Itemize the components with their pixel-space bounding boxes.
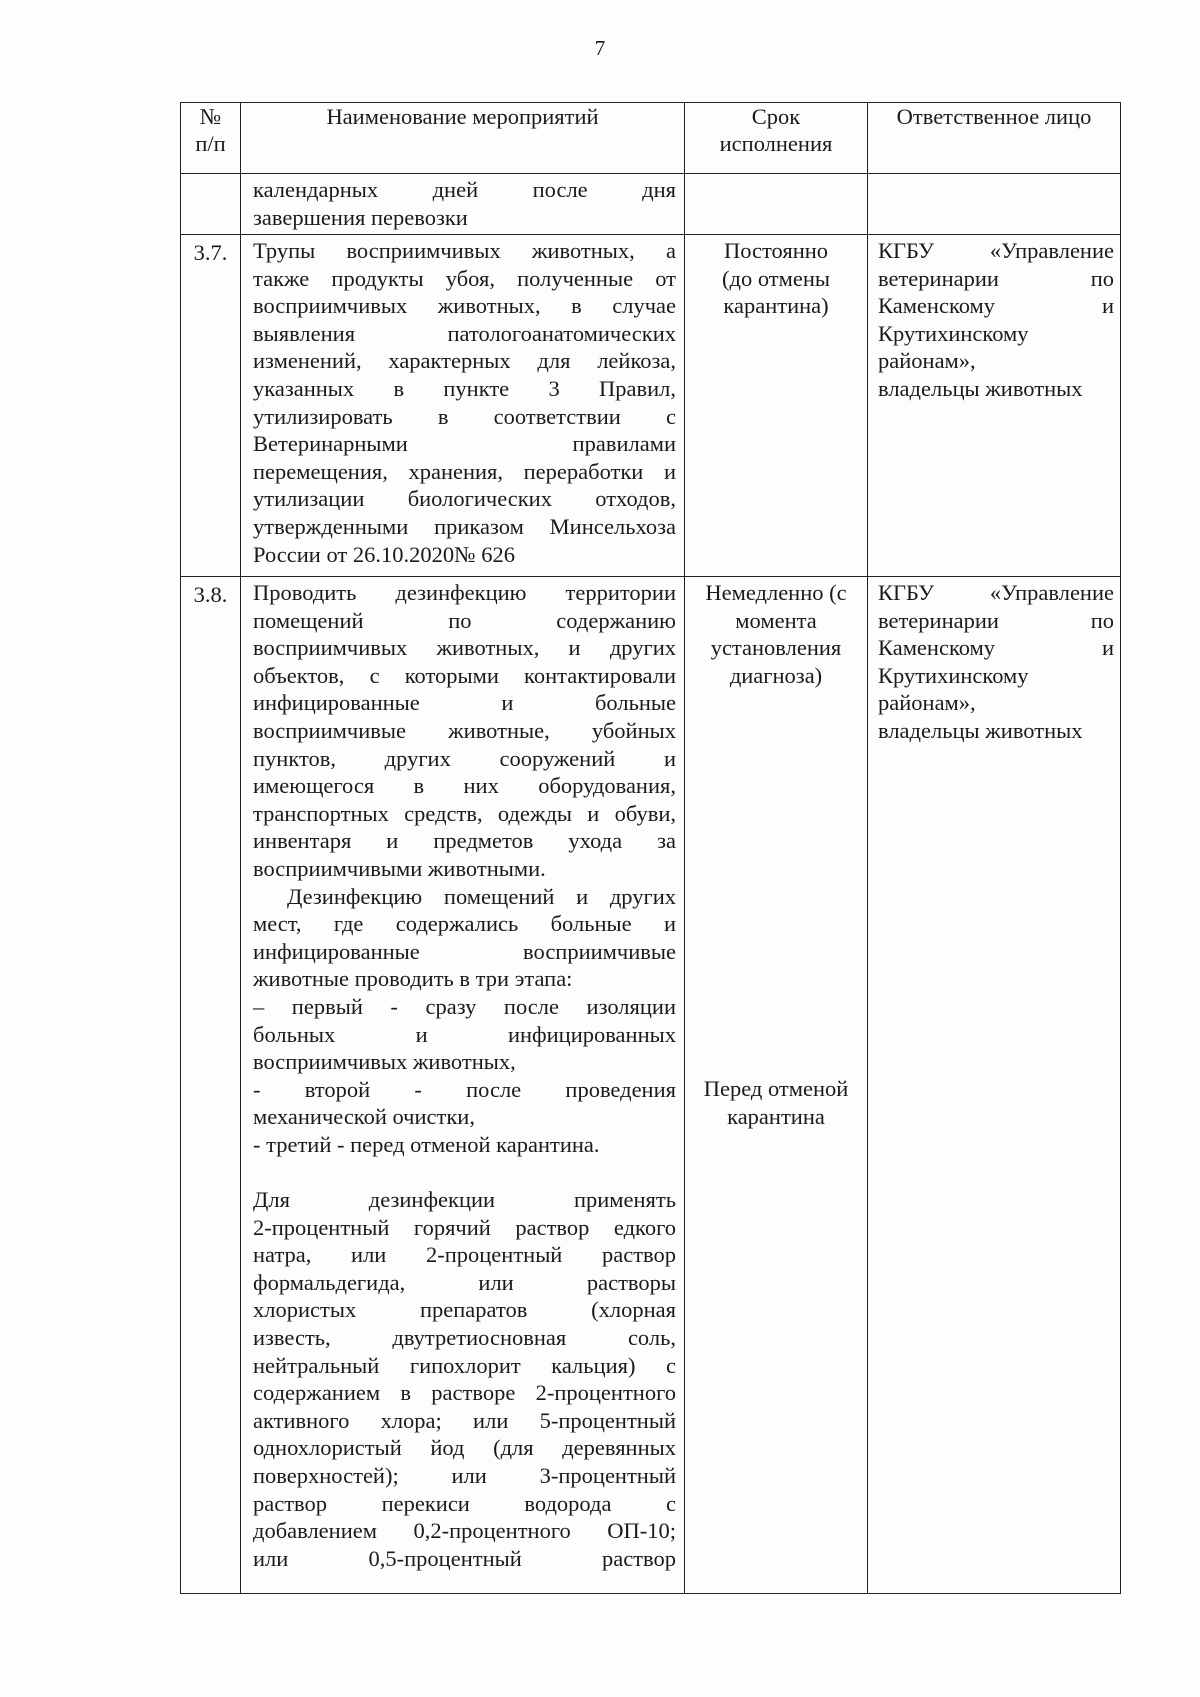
text-line: изменений, характерных для лейкоза,: [253, 348, 676, 374]
table-row-3-8: [181, 577, 1121, 1594]
text-line: раствор перекиси водорода с: [253, 1490, 676, 1516]
text-line: районам»,: [878, 690, 976, 716]
text-line: также продукты убоя, полученные от: [253, 265, 676, 291]
text-line: содержанием в растворе 2-процентного: [253, 1380, 676, 1406]
text-line: Каменскому и: [878, 635, 1114, 661]
deadline-spacer: [691, 689, 861, 1075]
text-line: установления: [710, 635, 842, 661]
header-measure-name: Наименование мероприятий: [241, 103, 685, 174]
table-row-continuation: [181, 174, 1121, 235]
cell-measure-name: [241, 174, 685, 235]
text-line: Немедленно (с: [705, 580, 847, 605]
text-line: момента: [735, 607, 817, 633]
page-number: 7: [594, 36, 606, 60]
cell-number: [181, 174, 241, 235]
text-line: или 0,5-процентный раствор: [253, 1545, 676, 1571]
text-line: завершения перевозки: [253, 204, 468, 230]
cell-responsible: [868, 577, 1121, 1594]
text-line: районам»,: [878, 348, 976, 374]
text-line: пунктов, других сооружений и: [253, 745, 676, 771]
text-line: Перед отменой: [703, 1076, 849, 1102]
header-deadline: [685, 103, 868, 174]
text-line: транспортных средств, одежды и обуви,: [253, 800, 676, 826]
text-line: формальдегида, или растворы: [253, 1269, 676, 1295]
text-line: объектов, с которыми контактировали: [253, 662, 676, 688]
header-number-sign: №: [199, 104, 222, 129]
header-deadline-line2: исполнения: [719, 131, 833, 156]
text-line: карантина): [723, 293, 829, 319]
text-line: 2-процентный горячий раствор едкого: [253, 1214, 676, 1240]
header-number-abbr: п/п: [195, 131, 226, 156]
text-line: - второй - после проведения: [253, 1076, 676, 1102]
text-line: Крутихинскому: [878, 662, 1029, 688]
cell-responsible: [868, 174, 1121, 235]
cell-number: 3.7.: [181, 235, 241, 577]
text-line: (до отмены: [722, 265, 830, 291]
text-line: КГБУ «Управление: [878, 580, 1114, 605]
text-line: ветеринарии по: [878, 265, 1114, 291]
text-line: Проводить дезинфекцию территории: [253, 580, 676, 605]
cell-measure-name: [241, 235, 685, 577]
text-line: владельцы животных: [878, 717, 1083, 743]
text-line: имеющегося в них оборудования,: [253, 773, 676, 799]
text-line: больных и инфицированных: [253, 1021, 676, 1047]
text-line: восприимчивых животных, и других: [253, 635, 676, 661]
header-deadline-line1: Срок: [751, 104, 801, 129]
cell-measure-name: [241, 577, 685, 1594]
text-line: инвентаря и предметов ухода за: [253, 828, 676, 854]
text-line: Трупы восприимчивых животных, а: [253, 238, 676, 263]
header-responsible: Ответственное лицо: [868, 103, 1121, 174]
text-line: мест, где содержались больные и: [253, 911, 676, 937]
text-line: Для дезинфекции применять: [253, 1187, 676, 1213]
text-line: инфицированные восприимчивые: [253, 938, 676, 964]
text-line: животные проводить в три этапа:: [253, 966, 573, 992]
text-line: перемещения, хранения, переработки и: [253, 458, 676, 484]
text-line: восприимчивых животных,: [253, 1049, 516, 1075]
cell-deadline: [685, 577, 868, 1594]
text-line: Постоянно: [723, 238, 829, 263]
text-line: КГБУ «Управление: [878, 238, 1114, 263]
text-line: активного хлора; или 5-процентный: [253, 1407, 676, 1433]
text-line: нейтральный гипохлорит кальция) с: [253, 1352, 676, 1378]
text-line: помещений по содержанию: [253, 607, 676, 633]
text-line: утилизации биологических отходов,: [253, 486, 676, 512]
cell-responsible: [868, 235, 1121, 577]
text-line: механической очистки,: [253, 1104, 475, 1130]
text-line: - третий - перед отменой карантина.: [253, 1131, 600, 1157]
text-line: натра, или 2-процентный раствор: [253, 1242, 676, 1268]
table-row-3-7: [181, 235, 1121, 577]
text-line: Ветеринарными правилами: [253, 431, 676, 457]
text-line: календарных дней после дня: [253, 177, 676, 202]
cell-deadline: [685, 174, 868, 235]
text-line: России от 26.10.2020№ 626: [253, 541, 515, 567]
text-line: утвержденными приказом Минсельхоза: [253, 513, 676, 539]
text-line: однохлористый йод (для деревянных: [253, 1435, 676, 1461]
text-line: поверхностей); или 3-процентный: [253, 1463, 676, 1488]
text-line: восприимчивых животных, в случае: [253, 293, 676, 319]
text-line: Дезинфекцию помещений и других: [287, 883, 676, 909]
text-line: владельцы животных: [878, 375, 1083, 401]
text-line: ветеринарии по: [878, 607, 1114, 633]
text-line: инфицированные и больные: [253, 690, 676, 716]
text-line: выявления патологоанатомических: [253, 320, 676, 346]
text-line: Крутихинскому: [878, 320, 1029, 346]
text-line: восприимчивыми животными.: [253, 855, 546, 881]
text-line: диагноза): [729, 662, 823, 688]
header-number: [181, 103, 241, 174]
text-line: Каменскому и: [878, 293, 1114, 319]
cell-number: 3.8.: [181, 577, 241, 1594]
table-header-row: [181, 103, 1121, 174]
text-line: добавлением 0,2-процентного ОП-10;: [253, 1518, 676, 1544]
text-line: указанных в пункте 3 Правил,: [253, 375, 676, 401]
text-line: хлористых препаратов (хлорная: [253, 1297, 676, 1323]
cell-deadline: [685, 235, 868, 577]
measures-table: [180, 102, 1121, 1594]
text-line: карантина: [727, 1103, 825, 1129]
paragraph-gap: [253, 1158, 676, 1186]
text-line: утилизировать в соответствии с: [253, 403, 676, 429]
text-line: восприимчивые животные, убойных: [253, 717, 676, 743]
text-line: известь, двутретиосновная соль,: [253, 1325, 676, 1351]
text-line: – первый - сразу после изоляции: [253, 993, 676, 1019]
